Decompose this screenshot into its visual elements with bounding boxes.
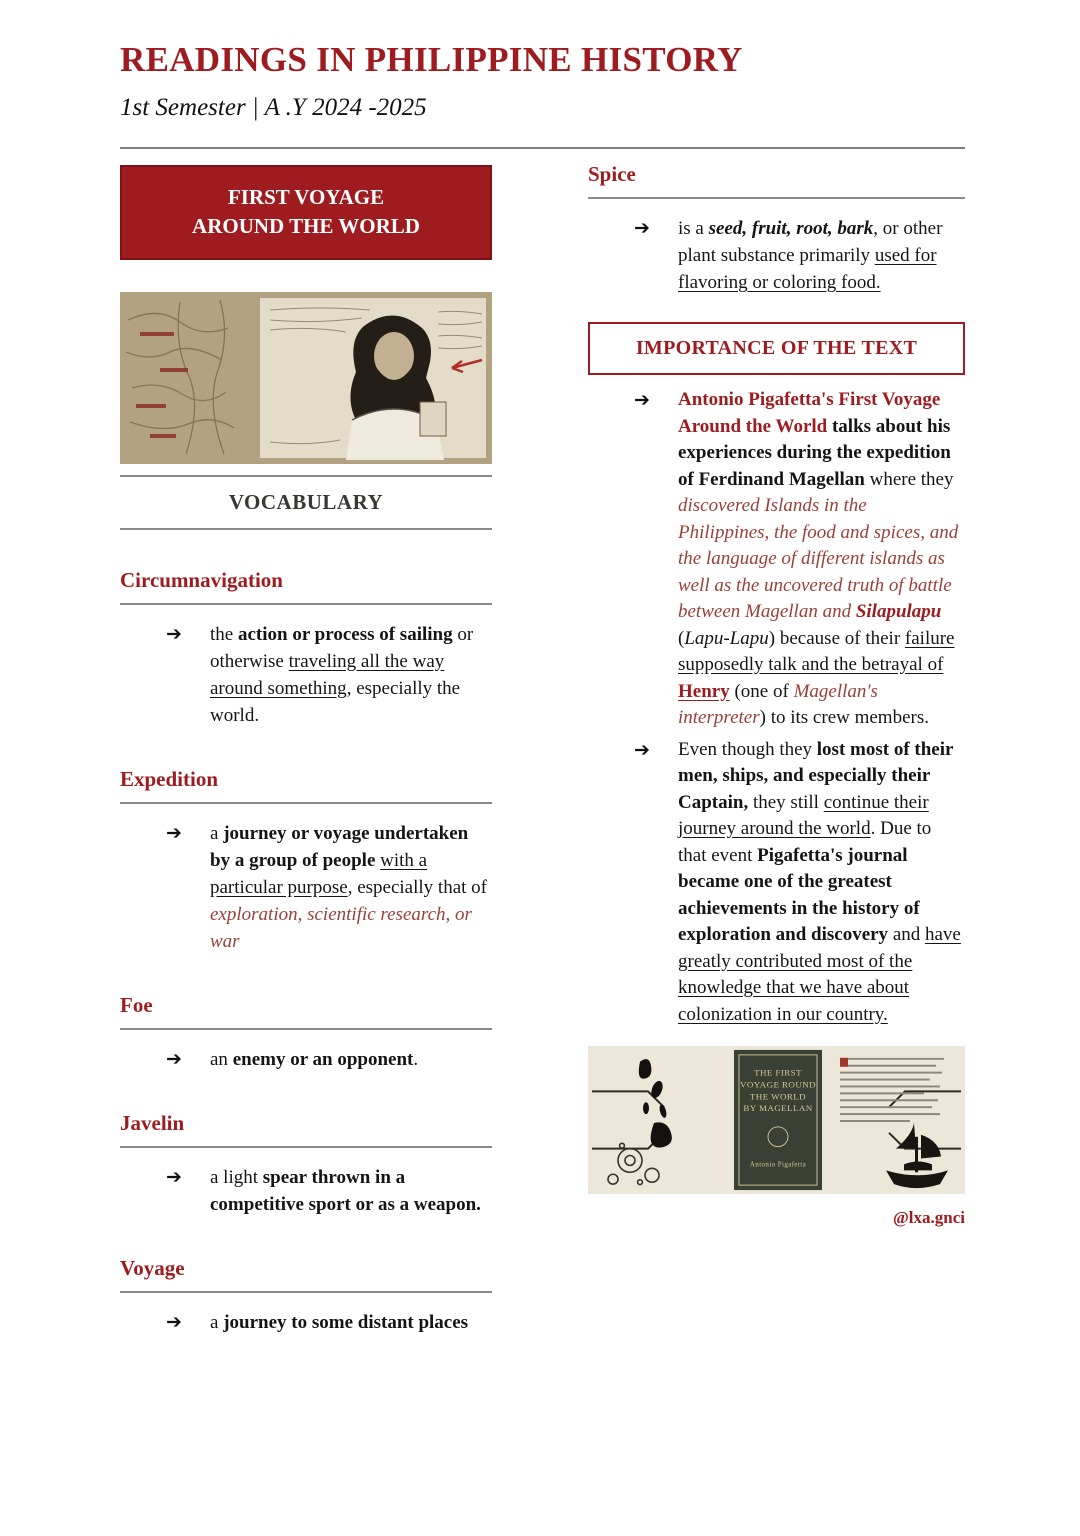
vocab-term-expedition [120, 767, 492, 955]
divider [120, 802, 492, 804]
arrow-bullet-icon: ➔ [634, 218, 650, 239]
pigafetta-portrait-image [120, 292, 492, 464]
divider [588, 197, 965, 199]
book-title-line: THE WORLD [749, 1091, 807, 1102]
definition-bullet [588, 215, 965, 296]
manuscript-initial-mark [840, 1058, 848, 1067]
definition-bullet [120, 1046, 492, 1073]
arrow-bullet-icon: ➔ [166, 822, 182, 844]
footer-collage-image [588, 1046, 965, 1194]
vocab-term-foe [120, 993, 492, 1073]
section-banner-first-voyage [120, 165, 492, 260]
book-title-line: THE FIRST [754, 1067, 802, 1078]
arrow-bullet-icon: ➔ [634, 739, 650, 761]
book-author: Antonio Pigafetta [749, 1160, 807, 1169]
book-cover [734, 1050, 822, 1190]
importance-bullet-text: Antonio Pigafetta's First Voyage Around the World talks about his experiences during the expedition of Ferdinand Magellan where they discovered Islands in the Philippines, the food and spices, and the language of different islands as well as the uncovered truth of battle between Magellan and Silapulapu (Lapu-Lapu) because of their failure supposedly talk and the betrayal of Henry (one of Magellan's interpreter) to its crew members. [678, 389, 959, 728]
term-heading: Foe [120, 992, 153, 1017]
definition-bullet [120, 1309, 492, 1336]
definition-text: the action or process of sailing or otherwise traveling all the way around something, especially the world. [210, 623, 474, 726]
divider [120, 528, 492, 530]
book-title-line: VOYAGE ROUND [739, 1079, 817, 1090]
divider [120, 1146, 492, 1148]
arrow-bullet-icon: ➔ [166, 623, 182, 645]
definition-bullet [120, 820, 492, 955]
definition-text: is a seed, fruit, root, bark, or other plant substance primarily used for flavoring or coloring food. [678, 218, 943, 293]
banner-line-2: AROUND THE WORLD [192, 214, 420, 239]
importance-bullet [588, 737, 965, 1029]
importance-bullet-text: Even though they lost most of their men, ships, and especially their Captain, they still continue their journey around the world. Due to that event Pigafetta's journal became one of the greatest achievements in the history of exploration and discovery and have greatly contributed most of the knowledge that we have about colonization in our country. [678, 738, 961, 1025]
book-title-line: BY MAGELLAN [743, 1103, 813, 1114]
definition-text: an enemy or an opponent. [210, 1048, 419, 1070]
banner-line-1: FIRST VOYAGE [227, 185, 385, 209]
term-heading: Voyage [120, 1255, 185, 1280]
term-heading: Circumnavigation [120, 567, 283, 592]
header-divider [120, 147, 965, 149]
importance-bullet [588, 387, 965, 732]
right-column [588, 162, 965, 1228]
definition-text: a journey or voyage undertaken by a group of people with a particular purpose, especially that of exploration, scientific research, or war [210, 822, 487, 952]
vocabulary-heading: VOCABULARY [228, 489, 384, 514]
divider [120, 1291, 492, 1293]
vocab-term-voyage [120, 1256, 492, 1336]
definition-bullet [120, 621, 492, 729]
arrow-bullet-icon: ➔ [166, 1048, 182, 1070]
divider [120, 1028, 492, 1030]
term-heading-spice: Spice [588, 162, 636, 186]
arrow-bullet-icon: ➔ [166, 1166, 182, 1188]
term-heading: Javelin [120, 1110, 185, 1135]
definition-text: a light spear thrown in a competitive sport or as a weapon. [210, 1166, 481, 1215]
document-header [120, 40, 965, 122]
arrow-bullet-icon: ➔ [166, 1311, 182, 1333]
divider [120, 603, 492, 605]
page-title: READINGS IN PHILIPPINE HISTORY [120, 40, 743, 79]
definition-text: a journey to some distant places [210, 1311, 469, 1333]
small-document [420, 402, 446, 436]
importance-bullet-list [588, 387, 965, 1028]
page-subtitle: 1st Semester | A .Y 2024 -2025 [120, 94, 427, 121]
definition-bullet [120, 1164, 492, 1218]
vocab-term-javelin [120, 1111, 492, 1218]
credit-handle: @lxa.gnci [892, 1208, 965, 1227]
importance-heading: IMPORTANCE OF THE TEXT [635, 337, 918, 359]
term-heading: Expedition [120, 766, 219, 791]
arrow-bullet-icon: ➔ [634, 390, 650, 411]
left-column [120, 165, 492, 1336]
vocabulary-section-header [120, 475, 492, 530]
vocab-term-circumnavigation [120, 568, 492, 729]
importance-heading-box [588, 322, 965, 375]
